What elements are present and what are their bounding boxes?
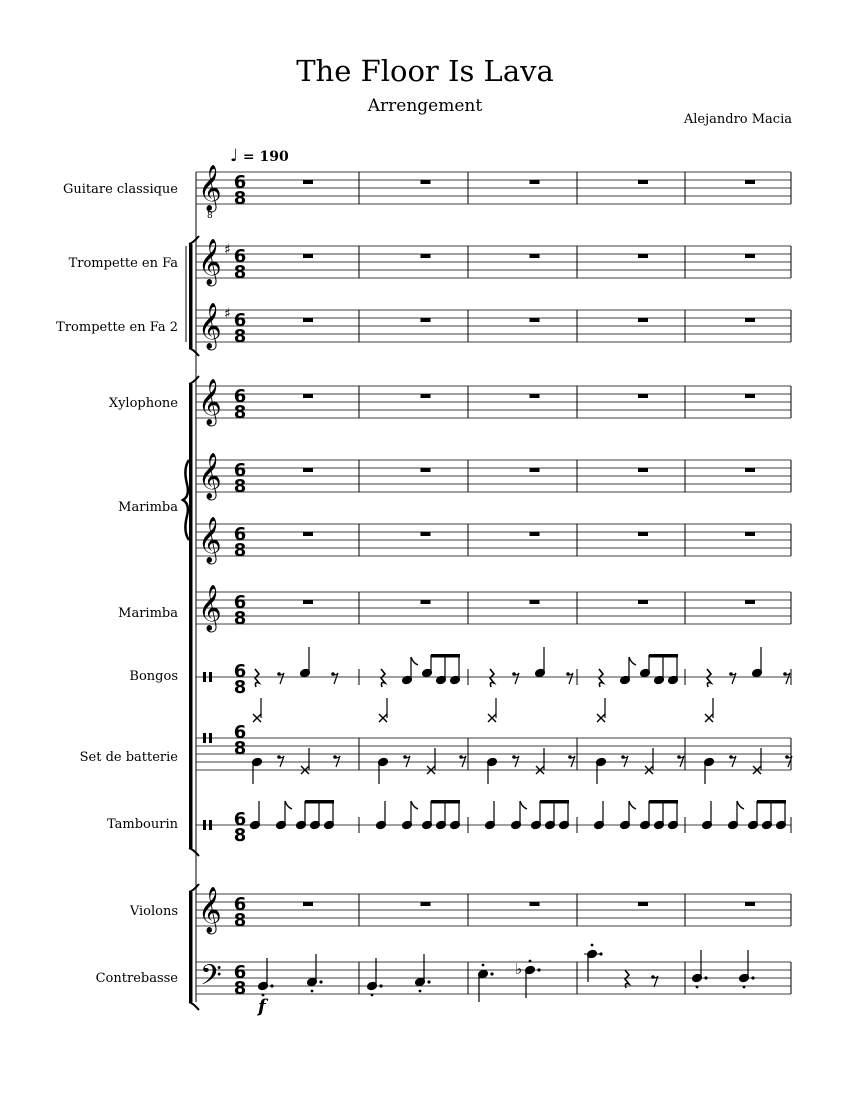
- bracket-end: [189, 348, 199, 356]
- beam: [431, 800, 460, 804]
- time-sig-den: 8: [233, 476, 247, 497]
- whole-rest: [745, 180, 755, 184]
- time-sig-num: 6: [233, 460, 247, 481]
- eighth-rest: [279, 756, 284, 767]
- x-notehead: [597, 714, 605, 722]
- time-sig-num: 6: [233, 809, 247, 830]
- perc-clef-icon: [203, 820, 206, 830]
- whole-rest: [530, 600, 540, 604]
- time-sig-num: 6: [233, 894, 247, 915]
- eighth-rest: [679, 756, 684, 767]
- whole-rest: [530, 394, 540, 398]
- eighth-rest: [405, 756, 410, 767]
- bracket-end: [189, 848, 199, 856]
- whole-rest: [421, 468, 431, 472]
- whole-rest: [421, 600, 431, 604]
- x-notehead: [379, 714, 387, 722]
- whole-rest: [530, 468, 540, 472]
- perc-clef-icon: [209, 820, 212, 830]
- beam: [649, 800, 678, 804]
- note-flag: [737, 801, 744, 809]
- eighth-rest: [570, 756, 575, 767]
- key-sharp-icon: ♯: [224, 242, 231, 258]
- group-bracket: [189, 244, 193, 348]
- beam: [649, 654, 678, 658]
- quarter-rest: [490, 669, 494, 687]
- whole-rest: [745, 318, 755, 322]
- whole-rest: [530, 318, 540, 322]
- brackets-layer: [183, 172, 199, 1010]
- staccato-dot: [371, 994, 374, 997]
- staves-layer: [196, 172, 791, 994]
- dot: [319, 980, 322, 983]
- time-sig-num: 6: [233, 310, 247, 331]
- whole-rest: [421, 532, 431, 536]
- eighth-rest: [785, 673, 790, 684]
- composer-name: Alejandro Macia: [683, 112, 792, 127]
- whole-rest: [638, 318, 648, 322]
- instrument-label-trompette-1: Trompette en Fa: [68, 256, 178, 271]
- staccato-dot: [419, 990, 422, 993]
- whole-rest: [303, 394, 313, 398]
- dot: [751, 976, 754, 979]
- treble-clef-icon: 𝄞: [198, 585, 222, 631]
- whole-rest: [745, 902, 755, 906]
- whole-rest: [745, 532, 755, 536]
- quarter-note-icon: ♩: [230, 146, 239, 166]
- time-sig-den: 8: [233, 262, 247, 283]
- staccato-dot: [743, 986, 746, 989]
- quarter-rest: [255, 669, 259, 687]
- notation-layer: [198, 165, 792, 1002]
- eighth-rest: [514, 673, 519, 684]
- time-sig-num: 6: [233, 722, 247, 743]
- whole-rest: [530, 532, 540, 536]
- eighth-rest: [568, 673, 573, 684]
- note-flag: [629, 657, 636, 665]
- quarter-rest: [381, 669, 385, 687]
- whole-rest: [303, 468, 313, 472]
- eighth-rest: [623, 756, 628, 767]
- staccato-dot: [529, 960, 532, 963]
- whole-rest: [303, 318, 313, 322]
- beam: [431, 654, 460, 658]
- perc-clef-icon: [209, 733, 212, 743]
- bass-clef-icon: 𝄢: [200, 959, 222, 999]
- dot: [490, 972, 493, 975]
- instrument-label-batterie: Set de batterie: [79, 750, 178, 765]
- time-sig-den: 8: [233, 608, 247, 629]
- whole-rest: [745, 394, 755, 398]
- eighth-rest: [333, 673, 338, 684]
- whole-rest: [745, 254, 755, 258]
- whole-rest: [638, 180, 648, 184]
- eighth-rest: [731, 756, 736, 767]
- whole-rest: [303, 180, 313, 184]
- time-sig-den: 8: [233, 978, 247, 999]
- dot: [379, 984, 382, 987]
- quarter-rest: [707, 669, 711, 687]
- time-sig-num: 6: [233, 962, 247, 983]
- whole-rest: [303, 600, 313, 604]
- instrument-label-marimba: Marimba: [118, 500, 178, 515]
- time-sig-den: 8: [233, 402, 247, 423]
- time-sig-num: 6: [233, 661, 247, 682]
- time-sig-den: 8: [233, 677, 247, 698]
- eighth-rest: [461, 756, 466, 767]
- quarter-rest: [599, 669, 603, 687]
- whole-rest: [303, 532, 313, 536]
- time-sig-num: 6: [233, 524, 247, 545]
- group-bracket: [189, 892, 193, 1002]
- note-flag: [411, 657, 418, 665]
- whole-rest: [421, 254, 431, 258]
- instrument-label-violons: Violons: [129, 904, 178, 919]
- time-sig-den: 8: [233, 540, 247, 561]
- perc-clef-icon: [203, 672, 206, 682]
- instrument-label-xylophone: Xylophone: [108, 396, 178, 411]
- treble-clef-icon: 𝄞: [198, 239, 222, 285]
- staccato-dot: [696, 986, 699, 989]
- flat-icon: ♭: [515, 960, 523, 978]
- dot: [270, 984, 273, 987]
- beam: [305, 800, 334, 804]
- note-flag: [411, 801, 418, 809]
- dynamic-forte: f: [258, 996, 266, 1017]
- note-flag: [285, 801, 292, 809]
- whole-rest: [638, 600, 648, 604]
- instrument-label-tambourin: Tambourin: [106, 817, 178, 832]
- instrument-label-marimba-2: Marimba: [118, 606, 178, 621]
- whole-rest: [638, 532, 648, 536]
- key-sharp-icon: ♯: [224, 306, 231, 322]
- time-sig-den: 8: [233, 188, 247, 209]
- quarter-rest: [625, 970, 629, 988]
- eighth-rest: [279, 673, 284, 684]
- x-notehead: [705, 714, 713, 722]
- instrument-label-guitare: Guitare classique: [62, 182, 178, 197]
- note-flag: [629, 801, 636, 809]
- treble-clef-icon: 𝄞: [198, 165, 222, 211]
- whole-rest: [530, 254, 540, 258]
- whole-rest: [421, 180, 431, 184]
- whole-rest: [303, 902, 313, 906]
- time-sig-num: 6: [233, 592, 247, 613]
- eighth-rest: [514, 756, 519, 767]
- beam: [757, 800, 786, 804]
- whole-rest: [745, 468, 755, 472]
- x-notehead: [253, 714, 261, 722]
- whole-rest: [638, 394, 648, 398]
- treble-clef-icon: 𝄞: [198, 379, 222, 425]
- octave-8-mark: 8: [207, 211, 213, 221]
- whole-rest: [303, 254, 313, 258]
- tempo-value: = 190: [242, 149, 289, 165]
- score-subtitle: Arrengement: [367, 96, 483, 116]
- dot: [427, 980, 430, 983]
- whole-rest: [638, 902, 648, 906]
- staccato-dot: [591, 944, 594, 947]
- whole-rest: [421, 902, 431, 906]
- time-sig-den: 8: [233, 825, 247, 846]
- time-sig-num: 6: [233, 386, 247, 407]
- time-sig-num: 6: [233, 246, 247, 267]
- time-sig-den: 8: [233, 910, 247, 931]
- treble-clef-icon: 𝄞: [198, 887, 222, 933]
- group-bracket: [189, 384, 193, 848]
- marimba-brace: [183, 460, 189, 540]
- staccato-dot: [311, 990, 314, 993]
- instrument-label-contrebasse: Contrebasse: [95, 971, 178, 986]
- eighth-rest: [731, 673, 736, 684]
- treble-clef-icon: 𝄞: [198, 303, 222, 349]
- whole-rest: [421, 394, 431, 398]
- eighth-rest: [335, 756, 340, 767]
- beam: [540, 800, 569, 804]
- time-sig-den: 8: [233, 326, 247, 347]
- whole-rest: [638, 468, 648, 472]
- time-sig-num: 6: [233, 172, 247, 193]
- whole-rest: [530, 902, 540, 906]
- eighth-rest: [653, 976, 658, 987]
- time-sig-den: 8: [233, 738, 247, 759]
- whole-rest: [421, 318, 431, 322]
- instrument-label-trompette-2: Trompette en Fa 2: [56, 320, 178, 335]
- staccato-dot: [482, 964, 485, 967]
- instrument-label-bongos: Bongos: [129, 669, 178, 684]
- score-title: The Floor Is Lava: [296, 54, 554, 88]
- perc-clef-icon: [203, 733, 206, 743]
- treble-clef-icon: 𝄞: [198, 453, 222, 499]
- whole-rest: [745, 600, 755, 604]
- bracket-end: [189, 1002, 199, 1010]
- whole-rest: [530, 180, 540, 184]
- perc-clef-icon: [209, 672, 212, 682]
- whole-rest: [638, 254, 648, 258]
- dot: [537, 968, 540, 971]
- dot: [704, 976, 707, 979]
- x-notehead: [488, 714, 496, 722]
- treble-clef-icon: 𝄞: [198, 517, 222, 563]
- note-flag: [520, 801, 527, 809]
